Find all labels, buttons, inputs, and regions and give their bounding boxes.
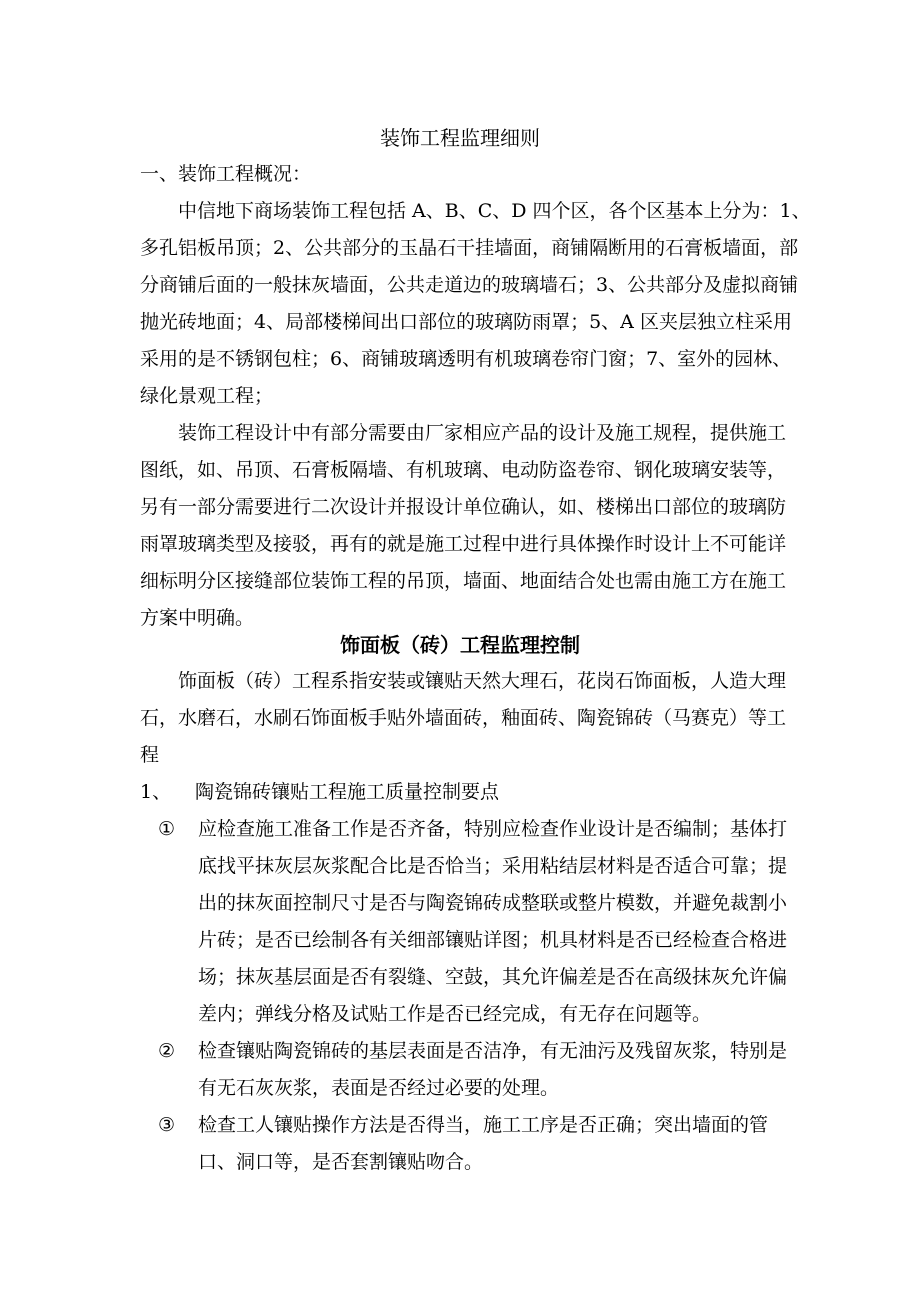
circled-number-marker: ① xyxy=(158,818,176,840)
paragraph-line: 石，水磨石，水刷石饰面板手贴外墙面砖，釉面砖、陶瓷锦砖（马赛克）等工 xyxy=(140,707,787,729)
paragraph-line: 方案中明确。 xyxy=(140,607,255,629)
paragraph-line: 装饰工程设计中有部分需要由厂家相应产品的设计及施工规程，提供施工 xyxy=(178,422,787,444)
subitem-line: 口、洞口等，是否套割镶贴吻合。 xyxy=(198,1151,484,1173)
subitem-line: 差内；弹线分格及试贴工作是否已经完成，有无存在问题等。 xyxy=(198,1003,712,1025)
paragraph-line: 饰面板（砖）工程系指安装或镶贴天然大理石，花岗石饰面板，人造大理 xyxy=(178,670,787,692)
subitem-line: 片砖；是否已绘制各有关细部镶贴详图；机具材料是否已经检查合格进 xyxy=(198,929,788,951)
circled-number-marker: ② xyxy=(158,1040,176,1062)
circled-number-marker: ③ xyxy=(158,1114,176,1136)
section-heading-cladding: 饰面板（砖）工程监理控制 xyxy=(340,633,580,657)
subitem-line: 检查工人镶贴操作方法是否得当，施工工序是否正确；突出墙面的管 xyxy=(198,1114,769,1136)
subitem-line: 出的抹灰面控制尺寸是否与陶瓷锦砖成整联或整片模数，并避免裁割小 xyxy=(198,892,788,914)
paragraph-line: 分商铺后面的一般抹灰墙面，公共走道边的玻璃墙石；3、公共部分及虚拟商铺 xyxy=(140,274,799,296)
paragraph-line: 多孔铝板吊顶；2、公共部分的玉晶石干挂墙面，商铺隔断用的石膏板墙面，部 xyxy=(140,237,799,259)
paragraph-line: 抛光砖地面；4、局部楼梯间出口部位的玻璃防雨罩；5、A 区夹层独立柱采用 xyxy=(140,311,792,333)
paragraph-line: 图纸，如、吊顶、石膏板隔墙、有机玻璃、电动防盗卷帘、钢化玻璃安装等， xyxy=(140,459,787,481)
paragraph-line: 中信地下商场装饰工程包括 A、B、C、D 四个区，各个区基本上分为：1、 xyxy=(178,200,811,222)
paragraph-line: 另有一部分需要进行二次设计并报设计单位确认，如、楼梯出口部位的玻璃防 xyxy=(140,496,787,518)
paragraph-line: 采用的是不锈钢包柱；6、商铺玻璃透明有机玻璃卷帘门窗；7、室外的园林、 xyxy=(140,348,792,370)
document-title: 装饰工程监理细则 xyxy=(380,126,540,150)
paragraph-line: 绿化景观工程； xyxy=(140,385,274,407)
paragraph-line: 雨罩玻璃类型及接驳，再有的就是施工过程中进行具体操作时设计上不可能详 xyxy=(140,533,787,555)
subitem-line: 场；抹灰基层面是否有裂缝、空鼓，其允许偏差是否在高级抹灰允许偏 xyxy=(198,966,788,988)
subitem-line: 应检查施工准备工作是否齐备，特别应检查作业设计是否编制；基体打 xyxy=(198,818,788,840)
subitem-line: 底找平抹灰层灰浆配合比是否恰当；采用粘结层材料是否适合可靠；提 xyxy=(198,855,788,877)
paragraph-line: 细标明分区接缝部位装饰工程的吊顶，墙面、地面结合处也需由施工方在施工 xyxy=(140,570,787,592)
paragraph-line: 程 xyxy=(140,744,160,766)
item-title: 陶瓷锦砖镶贴工程施工质量控制要点 xyxy=(195,781,500,803)
item-number: 1、 xyxy=(140,781,172,803)
subitem-line: 检查镶贴陶瓷锦砖的基层表面是否洁净，有无油污及残留灰浆，特别是 xyxy=(198,1040,788,1062)
section-heading-overview: 一、装饰工程概况： xyxy=(140,163,312,185)
subitem-line: 有无石灰灰浆，表面是否经过必要的处理。 xyxy=(198,1077,560,1099)
